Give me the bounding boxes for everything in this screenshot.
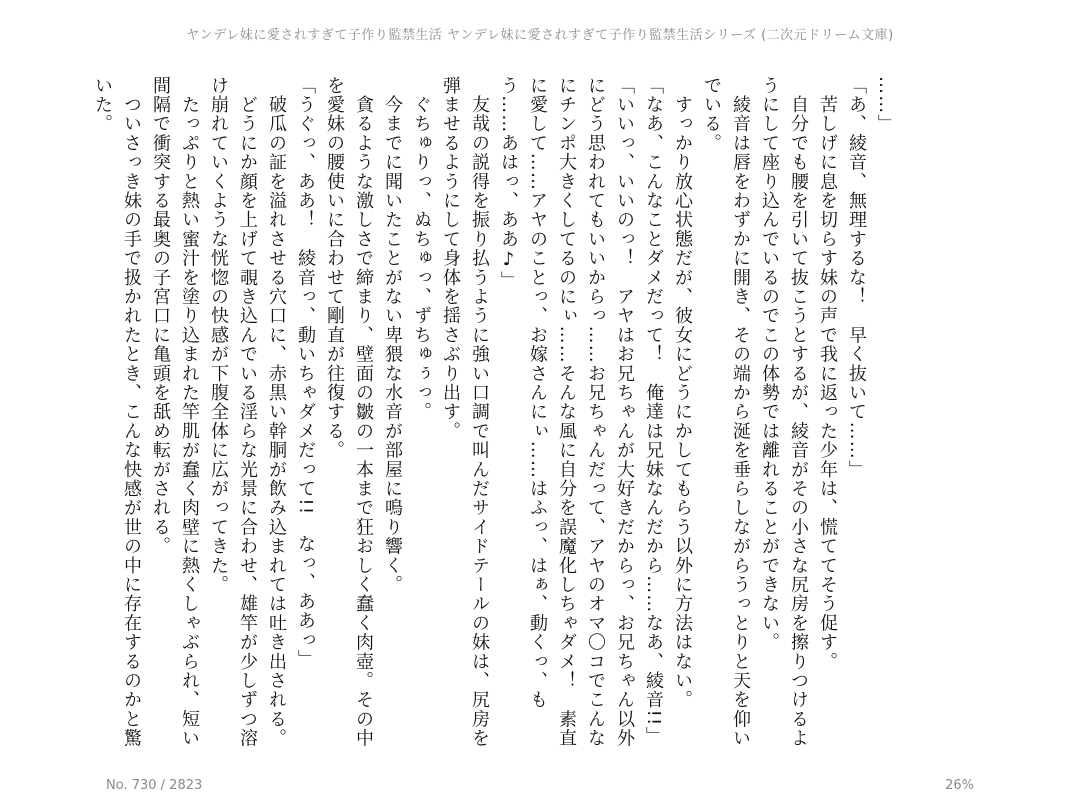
- paragraph: 「なあ、こんなことダメだって！ 俺達は兄妹なんだから……なあ、綾音!!」: [643, 76, 664, 746]
- paragraph: 「いいっ、いいのっ！ アヤはお兄ちゃんが大好きだからっ、お兄ちゃん以外にどう思われてもいいからっ……お兄ちゃんだって、アヤのオマ〇コでこんなにチンポ大きくしてるのにぃ……そんな風に自分を誤魔化しちゃダメ！ 素直に愛して……アヤのことっ、お嫁さんにぃ……はふっ、はぁ、動くっ、もう……あはっ、ああ♪」: [498, 76, 635, 748]
- location-indicator[interactable]: No. 730 / 2823: [106, 778, 203, 793]
- paragraph: ついさっき妹の手で扱かれたとき、こんな快感が世の中に存在するのかと驚いた。: [92, 76, 142, 748]
- paragraph: たっぷりと熱い蜜汁を塗り込まれた竿肌が蠢く肉壁に熱くしゃぶられ、短い間隔で衝突する最奥の子宮口に亀頭を舐め転がされる。: [150, 76, 200, 748]
- paragraph: 「うぐっ、ああ！ 綾音っ、動いちゃダメだって!! なっ、ああっ」: [295, 76, 316, 669]
- paragraph: どうにか顔を上げて覗き込んでいる淫らな光景に合わせ、雄竿が少しずつ溶け崩れていくような恍惚の快感が下腹全体に広がってきた。: [208, 76, 258, 748]
- paragraph: ぐちゅりっ、ぬちゅっ、ずちゅぅっ。: [411, 76, 432, 422]
- paragraph: 「あ、綾音、無理するな！ 早く抜いて……」: [846, 76, 867, 480]
- vertical-text-page[interactable]: [92, 76, 900, 756]
- book-title: ヤンデレ妹に愛されすぎて子作り監禁生活 ヤンデレ妹に愛されすぎて子作り監禁生活シリーズ (二次元ドリーム文庫): [186, 28, 894, 43]
- paragraph: 苦しげに息を切らす妹の声で我に返った少年は、慌ててそう促す。: [817, 76, 838, 672]
- paragraph: 自分でも腰を引いて抜こうとするが、綾音がその小さな尻房を擦りつけるようにして座り込んでいるのでこの体勢では離れることができない。: [759, 76, 809, 748]
- paragraph: 友哉の説得を振り払うように強い口調で叫んだサイドテールの妹は、尻房を弾ませるようにして身体を揺さぶり出す。: [440, 76, 490, 748]
- paragraph: 破瓜の証を溢れさせる穴口に、赤黒い幹胴が飲み込まれては吐き出される。: [266, 76, 287, 748]
- reading-progress-percent[interactable]: 26%: [945, 778, 974, 793]
- paragraph: 今までに聞いたことがない卑猥な水音が部屋に鳴り響く。: [382, 76, 403, 595]
- paragraph: ……」: [875, 76, 896, 134]
- paragraph: 貪るような激しさで締まり、壁面の皺の一本まで狂おしく蠢く肉壺。その中を愛妹の腰使いに合わせて剛直が往復する。: [324, 76, 374, 748]
- paragraph: すっかり放心状態だが、彼女にどうにかしてもらう以外に方法はない。: [672, 76, 693, 710]
- paragraph: 綾音は唇をわずかに開き、その端から涎を垂らしながらうっとりと天を仰いでいる。: [701, 76, 751, 748]
